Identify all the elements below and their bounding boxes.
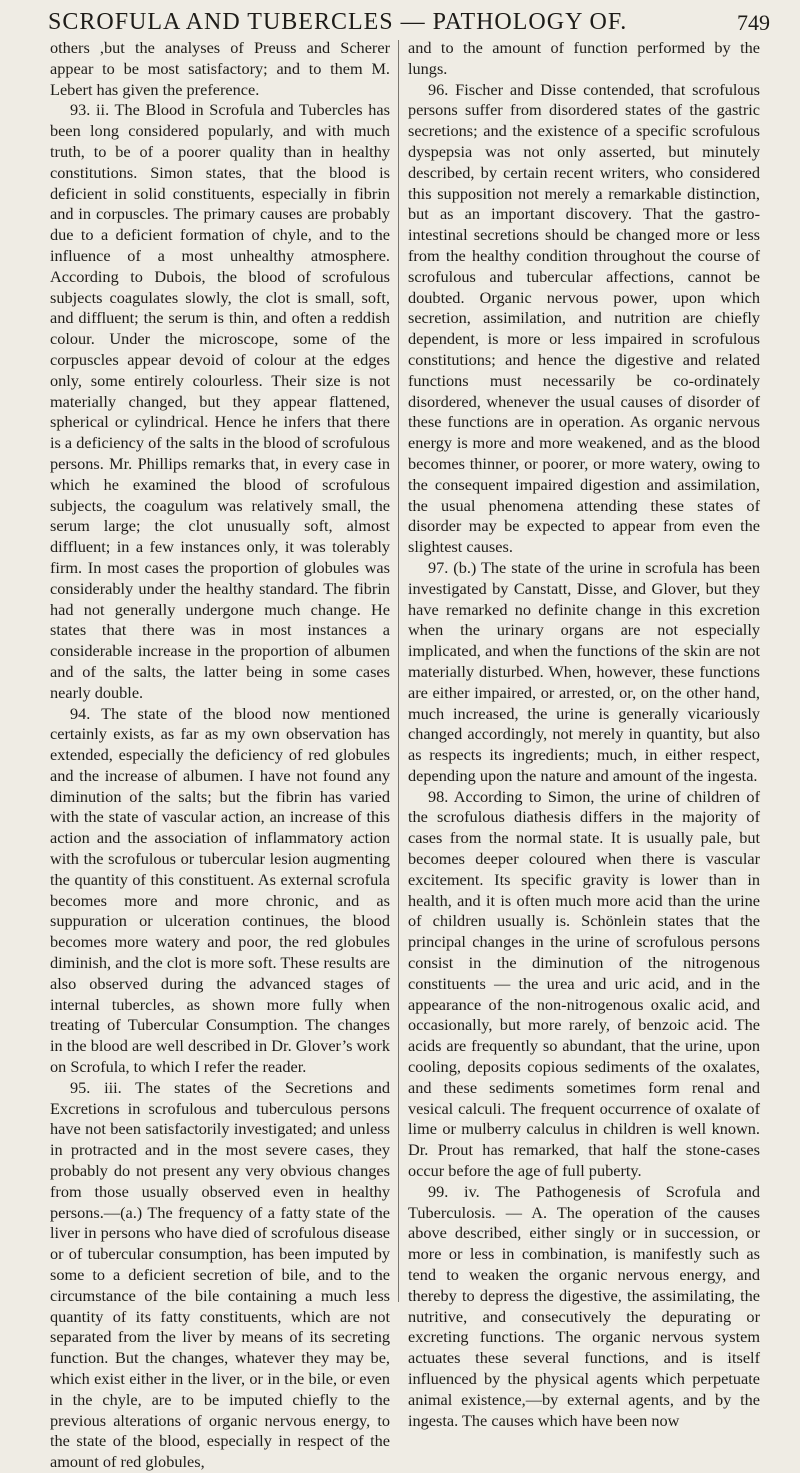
paragraph-continued-right: and to the amount of function performed by the lungs.	[408, 38, 760, 78]
paragraph-96: 96. Fischer and Disse contended, that scrofulous persons suffer from disordered states of the gastric secretions; and the existence of a specific scrofulous dyspepsia was not only asserted, but minutely described, by certain recent writers, who considered this supposition not merely a remarkable distinction, but as an important discovery. That the gastro-intestinal secretions should be changed more or less from the healthy condition throughout the course of scrofulous and tubercular affections, cannot be doubted. Organic nervous power, upon which secretion, assimilation, and nutrition are chiefly dependent, is more or less impaired in scrofulous constitutions; and hence the digestive and related functions must necessarily be co-ordinately disordered, whenever the usual causes of disorder of these functions are in operation. As organic nervous energy is more and more weakened, and as the blood becomes thinner, or poorer, or more watery, owing to the consequent impaired digestion and assimilation, the usual phenomena attending these states of disorder may be expected to appear from even the slightest causes.	[408, 79, 760, 557]
column-divider	[398, 40, 399, 1302]
page-header	[48, 4, 770, 36]
paragraph-continued: others ,but the analyses of Preuss and Scherer appear to be most satisfactory; and to them M. Lebert has given the preference.	[50, 38, 390, 99]
paragraph-98: 98. According to Simon, the urine of children of the scrofulous diathesis differs in the majority of cases from the normal state. It is usually pale, but becomes deeper coloured when there is vascular excitement. Its specific gravity is lower than in health, and it is often much more acid than the urine of children usually is. Schönlein states that the principal changes in the urine of scrofulous persons consist in the diminution of the nitrogenous constituents — the urea and uric acid, and in the appearance of the non-nitrogenous oxalic acid, and occasionally, but more rarely, of benzoic acid. The acids are frequently so abundant, that the urine, upon cooling, deposits copious sediments of the oxalates, and these sediments sometimes form renal and vesical calculi. The frequent occurrence of oxalate of lime or mulberry calculus in children is well known. Dr. Prout has remarked, that half the stone-cases occur before the age of full puberty.	[408, 786, 760, 1181]
right-column	[408, 38, 760, 1430]
running-title: SCROFULA AND TUBERCLES — PATHOLOGY OF.	[48, 9, 628, 35]
paragraph-93: 93. ii. The Blood in Scrofula and Tubercles has been long considered popularly, and with much truth, to be of a poorer quality than in healthy constitutions. Simon states, that the blood is deficient in solid constituents, especially in fibrin and in corpuscles. The primary causes are probably due to a deficient formation of chyle, and to the influence of a most unhealthy atmosphere. According to Dubois, the blood of scrofulous subjects coagulates slowly, the clot is small, soft, and diffluent; the serum is thin, and often a reddish colour. Under the microscope, some of the corpuscles appear devoid of colour at the edges only, some entirely colourless. Their size is not materially changed, but they appear flattened, spherical or cylindrical. Hence he infers that there is a deficiency of the salts in the blood of scrofulous persons. Mr. Phillips remarks that, in every case in which he examined the blood of scrofulous subjects, the coagulum was relatively small, the serum large; the clot unusually soft, almost diffluent; in a few instances only, it was tolerably firm. In most cases the proportion of globules was considerably under the healthy standard. The fibrin had not generally undergone much change. He states that there was in most instances a considerable increase in the proportion of albumen and of the salts, the latter being in some cases nearly double.	[50, 100, 391, 702]
page-number: 749	[737, 10, 770, 35]
left-column	[50, 38, 391, 1472]
paragraph-99: 99. iv. The Pathogenesis of Scrofula and Tuberculosis. — A. The operation of the causes above described, either singly or in succession, or more or less in combination, is manifestly such as tend to weaken the organic nervous energy, and thereby to depress the digestive, the assimilating, the nutritive, and consecutively the depurating or excreting functions. The organic nervous system actuates these several functions, and is itself influenced by the physical agents which perpetuate animal existence,—by external agents, and by the ingesta. The causes which have been now	[408, 1181, 760, 1430]
paragraph-95: 95. iii. The states of the Secretions and Excretions in scrofulous and tuberculous persons have not been satisfactorily investigated; and unless in protracted and in the most severe cases, they probably do not present any very obvious changes from those usually observed even in healthy persons.—(a.) The frequency of a fatty state of the liver in persons who have died of scrofulous disease or of tubercular consumption, has been imputed by some to a deficient secretion of bile, and to the circumstance of the bile containing a much less quantity of its fatty constituents, which are not separated from the liver by means of its secreting function. But the changes, whatever they may be, which exist either in the liver, or in the bile, or even in the chyle, are to be imputed chiefly to the previous alterations of organic nervous energy, to the state of the blood, especially in respect of the amount of red globules,	[50, 1077, 391, 1472]
paragraph-94: 94. The state of the blood now mentioned certainly exists, as far as my own observation has extended, especially the deficiency of red globules and the increase of albumen. I have not found any diminution of the salts; but the fibrin has varied with the state of vascular action, an increase of this action and the association of inflammatory action with the scrofulous or tubercular lesion augmenting the quantity of this constituent. As external scrofula becomes more and more chronic, and as suppuration or ulceration continues, the blood becomes more watery and poor, the red globules diminish, and the clot is more soft. These results are also observed during the advanced stages of internal tubercles, as shown more fully when treating of Tubercular Consumption. The changes in the blood are well described in Dr. Glover’s work on Scrofula, to which I refer the reader.	[50, 703, 390, 1077]
paragraph-97: 97. (b.) The state of the urine in scrofula has been investigated by Canstatt, Disse, and Glover, but they have remarked no definite change in this excretion when the urinary organs are not especially implicated, and when the functions of the skin are not materially disturbed. When, however, these functions are either impaired, or arrested, or, on the other hand, much increased, the urine is generally vicariously changed accordingly, not merely in quantity, but also as respects its ingredients; much, in either respect, depending upon the nature and amount of the ingesta.	[408, 557, 760, 785]
